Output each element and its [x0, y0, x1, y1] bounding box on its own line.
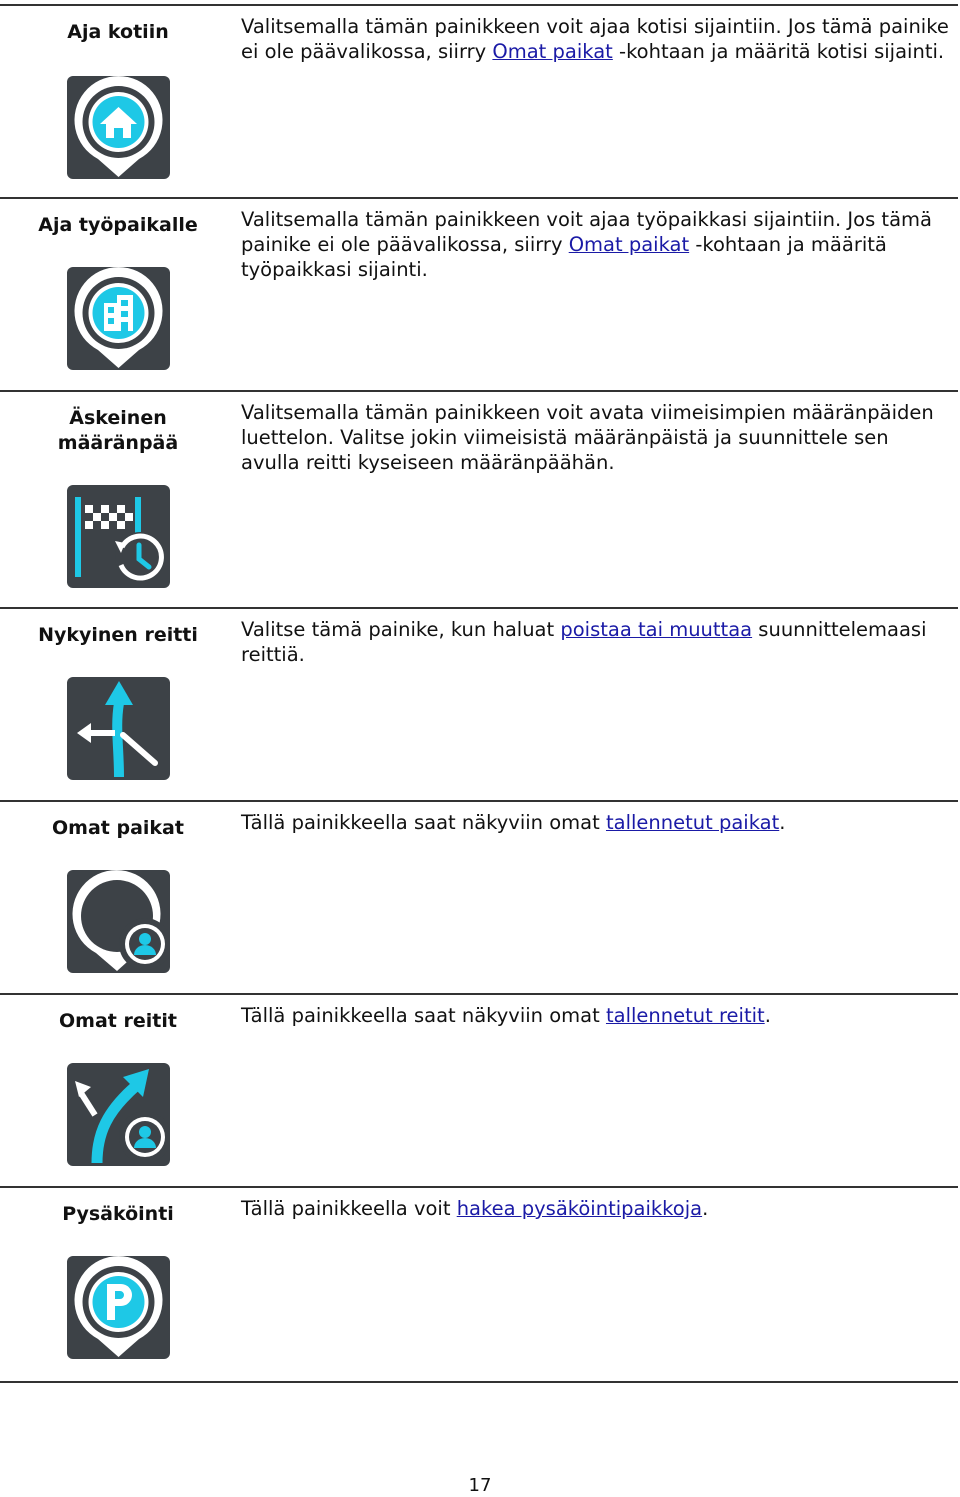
my-routes-icon	[67, 1063, 170, 1166]
row-label: Omat paikat	[52, 817, 184, 839]
my-places-icon	[67, 870, 170, 973]
recent-destination-icon	[67, 485, 170, 588]
link-omat-paikat[interactable]: Omat paikat	[492, 40, 613, 63]
table-row-aja-kotiin	[0, 4, 958, 199]
desc-text: .	[702, 1197, 709, 1220]
row-label: Pysäköinti	[62, 1203, 174, 1225]
link-omat-paikat[interactable]: Omat paikat	[568, 233, 690, 256]
link-hakea-pysakointipaikkoja[interactable]: hakea pysäköintipaikkoja	[456, 1197, 703, 1220]
row-label: Äskeinen määränpää	[57, 407, 179, 454]
row-description	[241, 14, 953, 64]
desc-text: .	[764, 1004, 771, 1027]
desc-text: -kohtaan ja määritä kotisi sijainti.	[612, 40, 945, 63]
row-description	[241, 207, 953, 282]
link-poistaa-tai-muuttaa[interactable]: poistaa tai muuttaa	[560, 618, 753, 641]
desc-text: Valitsemalla tämän painikkeen voit avata viimeisimpien määränpäiden luettelon. Valitse jokin viimeisistä määränpäistä ja suunnittele sen avulla reitti kyseiseen määränpäähän.	[241, 401, 934, 474]
row-description	[241, 810, 953, 835]
row-description	[241, 1003, 953, 1028]
page-number: 17	[468, 1475, 492, 1496]
desc-text: -kohtaan ja määritä työpaikkasi sijainti.	[241, 233, 887, 281]
home-pin-icon	[67, 76, 170, 179]
link-tallennetut-paikat[interactable]: tallennetut paikat	[605, 811, 780, 834]
desc-text: suunnittelemaasi reittiä.	[241, 618, 927, 666]
current-route-icon	[67, 677, 170, 780]
desc-text: .	[779, 811, 786, 834]
row-label: Aja työpaikalle	[38, 214, 198, 236]
desc-text: Valitsemalla tämän painikkeen voit ajaa työpaikkasi sijaintiin. Jos tämä painike ei ole päävalikossa, siirry	[241, 208, 932, 256]
row-description	[241, 400, 953, 475]
row-description	[241, 617, 953, 667]
table-row-omat-reitit	[0, 993, 958, 1188]
link-tallennetut-reitit[interactable]: tallennetut reitit	[605, 1004, 765, 1027]
row-label: Omat reitit	[59, 1010, 177, 1032]
parking-pin-icon	[67, 1256, 170, 1359]
desc-text: Valitsemalla tämän painikkeen voit ajaa kotisi sijaintiin. Jos tämä painike ei ole päävalikossa, siirry	[241, 15, 949, 63]
desc-text: Tällä painikkeella saat näkyviin omat	[241, 811, 606, 834]
row-label: Nykyinen reitti	[38, 624, 198, 646]
row-label: Aja kotiin	[67, 21, 169, 43]
desc-text: Tällä painikkeella voit	[241, 1197, 457, 1220]
table-row-aja-tyopaikalle	[0, 197, 958, 392]
desc-text: Valitse tämä painike, kun haluat	[241, 618, 561, 641]
table-row-omat-paikat	[0, 800, 958, 995]
row-description	[241, 1196, 953, 1221]
table-row-pysakointi	[0, 1186, 958, 1383]
desc-text: Tällä painikkeella saat näkyviin omat	[241, 1004, 606, 1027]
table-row-nykyinen-reitti	[0, 607, 958, 802]
table-row-askeinen-maaranpaa	[0, 390, 958, 607]
work-pin-icon	[67, 267, 170, 370]
